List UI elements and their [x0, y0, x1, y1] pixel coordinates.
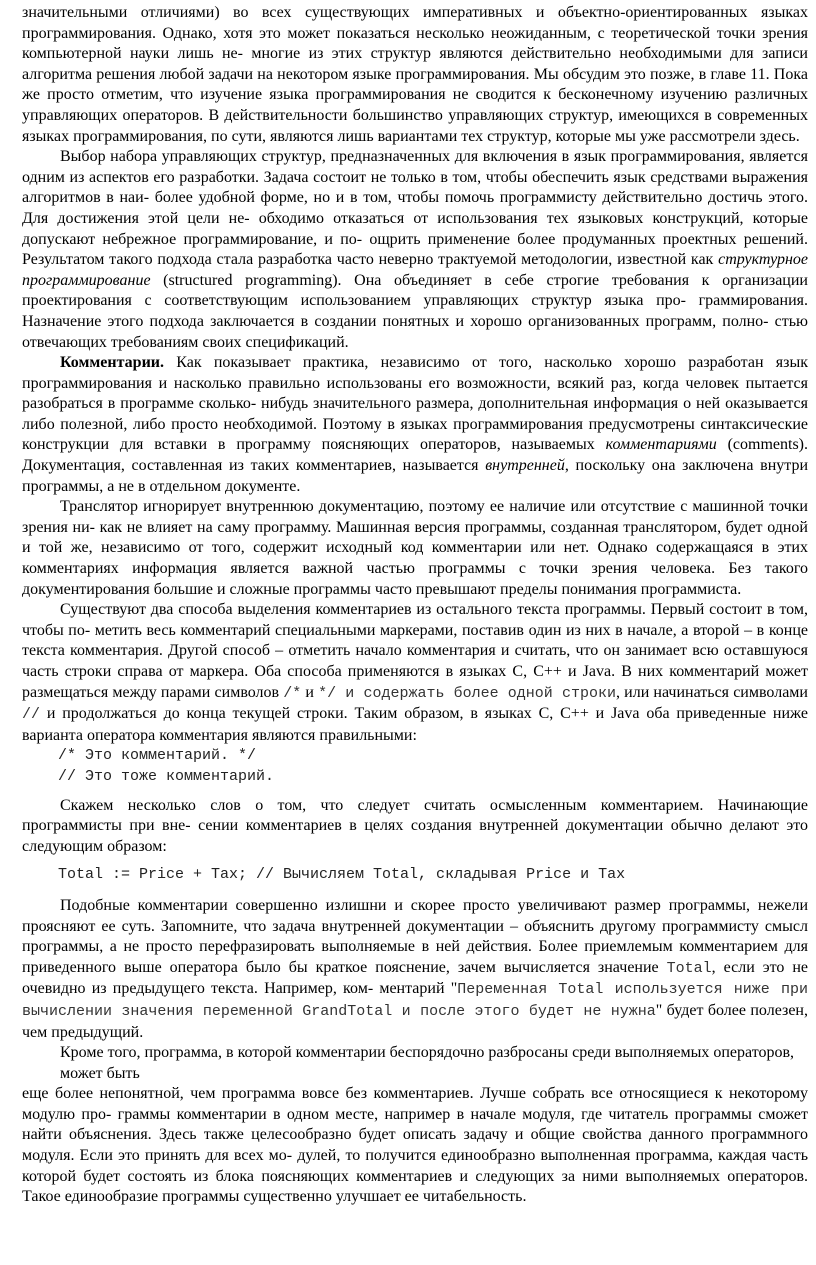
section-heading-comments: Комментарии. — [60, 354, 165, 372]
paragraph-redundant-comments — [22, 896, 808, 1043]
text-run: , если это не очевидно из предыдущего текста. Например, ком- ментарий " — [22, 958, 809, 998]
code-example-2: // Это тоже комментарий. — [58, 767, 275, 785]
paragraph-intro: значительными отличиями) во всех существующих императивных и объектно-ориентированных языках программирования. Однако, хотя это может показаться несколько неожиданным, с теоретической точки зрения компьютерной науки лишь не- многие из этих структур являются действительно необходимыми для записи алгоритма решения любой задачи на некотором языке программирования. Мы обсудим это позже, в главе 11. Пока же просто отметим, что изучение языка программирования не сводится к бесконечному изучению различных управляющих операторов. В действительности большинство управляющих структур, имеющихся в современных языках программирования, по сути, являются лишь вариантами тех структур, которые мы уже рассмотрели здесь. — [22, 4, 808, 145]
paragraph-module-comments: еще более непонятной, чем программа вовсе без комментариев. Лучше собрать все относящиеся к некоторому модулю про- граммы комментарии в одном месте, например в начале модуля, где читатель программы сможет найти объяснения. Здесь также целесообразно будет описать задачу и общие свойства данного программного модуля. Если это принять для всех мо- дулей, то получится единообразно выполненная программа, каждая часть которой будет состоять из блока поясняющих комментариев и следующих за ними выполняемых операторов. Такое единообразие программы существенно улучшает ее читабельность. — [22, 1085, 808, 1206]
text-run: (comments). Документация, составленная из таких комментариев, называется — [22, 436, 809, 475]
text-run: Выбор набора управляющих структур, предназначенных для включения в язык программирования, является одним из аспектов его разработки. Задача состоит не только в том, чтобы обеспечить язык средствами выражения алгоритмов в наи- более удобной форме, но и в том, чтобы помочь программисту действительно достичь этого. Для достижения этой цели не- обходимо отказаться от использования тех языковых конструкций, которые допускают небрежное программирование, и по- ощрить применение более продуманных проектных решений. Результатом такого подхода стала разработка часто неверно трактуемой методологии, известной как — [22, 148, 808, 269]
paragraph-structured-programming — [22, 147, 808, 353]
code-marker-line: // — [22, 706, 41, 724]
term-comments: комментариями — [605, 436, 717, 454]
code-total: Total — [666, 959, 712, 977]
code-example-1: /* Это комментарий. */ — [58, 747, 257, 765]
text-run: Подобные комментарии совершенно излишни и скорее просто увеличивают размер программы, нежели проясняют ее суть. Запомните, что задача внутренней документации – объяснить другому программисту смысл программы, а не просто перефразировать выполняемые в ней действия. Более приемлемым комментарием для приведенного выше оператора было бы краткое пояснение, зачем вычисляется значение — [22, 896, 808, 976]
text-run: " будет более полезен, чем предыдущий. — [22, 1001, 808, 1041]
paragraph-meaningful-comment: Скажем несколько слов о том, что следует считать осмысленным комментарием. Начинающие программисты при вне- сении комментариев в целях создания внутренней документации обычно делают это следующим образом: — [22, 796, 808, 855]
text-run: Как показывает практика, независимо от того, насколько хорошо разработан язык программирования и насколько правильно использованы его возможности, всякий раз, когда человек пытается разобраться в программе сколько- нибудь значительного размера, дополнительная информация о ней оказывается либо полезной, либо просто необходимой. Поэтому в языках программирования предусмотрены синтаксические конструкции для вставки в программу поясняющих операторов, называемых — [22, 354, 808, 454]
paragraph-comments — [22, 353, 808, 497]
code-marker-close: */ и содержать более одной строки — [318, 684, 616, 702]
paragraph-scattered-comments: Кроме того, программа, в которой комментарии беспорядочно разбросаны среди выполняемых операторов, может быть — [60, 1044, 795, 1082]
text-run: (structured programming). Она объединяет в себе строгие требования к организации проектирования с соответствующим использованием управляющих структур языка про- граммирования. Назначение этого подхода заключается в создании понятных и хорошо организованных программ, полно- стью отвечающих требованиям своих спецификаций. — [22, 271, 808, 351]
code-comment-example: Переменная Total используется ниже при вычислении значения переменной GrandTotal и после этого будет не нужна — [22, 981, 808, 1020]
paragraph-two-ways — [22, 600, 808, 746]
text-run: Существуют два способа выделения комментариев из остального текста программы. Первый состоит в том, чтобы по- метить весь комментарий специальными маркерами, поставив один из них в начале, а второй – в конце текста комментария. Другой способ – отметить начало комментария и считать, что он занимает всю оставшуюся часть строки справа от маркера. Оба способа применяются в языках С, С++ и Java. В них комментарий может размещаться между парами символов — [22, 601, 808, 701]
text-run: и продолжаться до конца текущей строки. Таким образом, в языках С, С++ и Java оба приведенные ниже варианта оператора комментария являются правильными: — [22, 705, 808, 744]
text-run: , поскольку она заключена внутри программы, а не в отдельном документе. — [22, 457, 809, 495]
code-marker-open: /* — [283, 684, 302, 702]
term-internal: внутренней — [485, 457, 565, 475]
code-example-3: Total := Price + Tax; // Вычисляем Total, складывая Price и Tax — [58, 866, 626, 884]
term-structured-programming: структурное программирование — [22, 251, 808, 289]
text-run: , или начинаться символами — [615, 683, 808, 701]
text-run: и — [301, 683, 319, 701]
paragraph-translator: Транслятор игнорирует внутреннюю документацию, поэтому ее наличие или отсутствие с машинной точки зрения ни- как не влияет на саму программу. Машинная версия программы, созданная транслятором, будет одной и той же, независимо от того, содержит исходный код комментарии или нет. Однако содержащаяся в этих комментариях информация является важной частью программы с точки зрения человека. Без такого документирования большие и сложные программы часто превышают пределы понимания программиста. — [22, 498, 808, 598]
